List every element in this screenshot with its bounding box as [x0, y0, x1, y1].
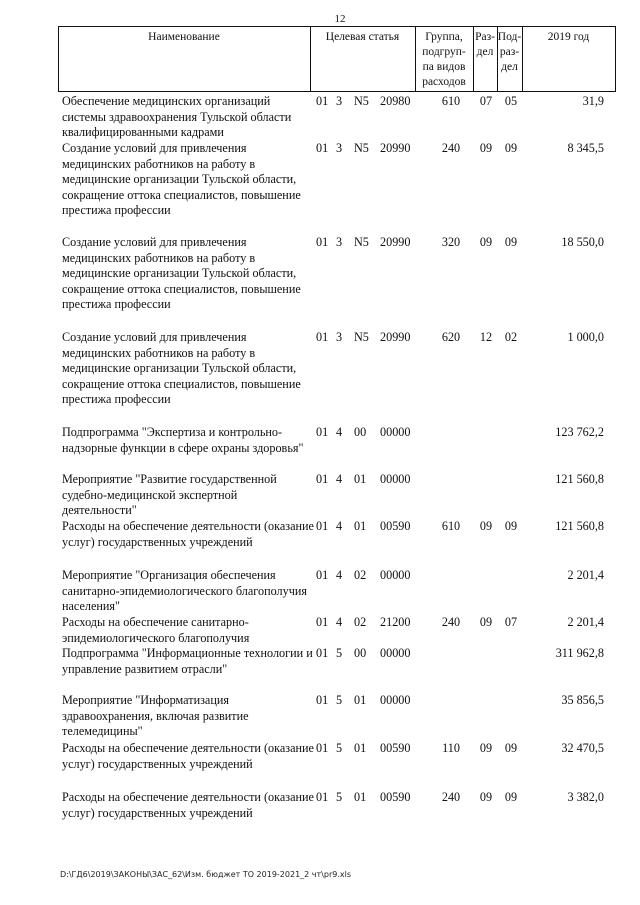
- row-code-program: 01: [316, 568, 329, 582]
- row-name: Подпрограмма "Информационные технологии и управление развитием отрасли": [62, 646, 313, 676]
- row-code-event: N5: [354, 330, 369, 344]
- header-group-line: подгруп-: [422, 46, 466, 58]
- row-code-program: 01: [316, 646, 329, 660]
- row-name: Мероприятие "Развитие государственной судебно-медицинской экспертной деятельности": [62, 472, 277, 517]
- row-name: Создание условий для привлечения медицинских работников на работу в медицинские организации Тульской области, сокращение оттока специалистов, повышение престижа профессии: [62, 141, 301, 217]
- row-code-program: 01: [316, 425, 329, 439]
- row-group: 610: [441, 519, 461, 533]
- header-group: [415, 30, 473, 90]
- row-code-subprogram: 3: [336, 141, 343, 155]
- row-code-subprogram: 3: [336, 330, 343, 344]
- header-razdel-line: Раз-: [475, 31, 495, 43]
- row-code-subprogram: 5: [336, 646, 343, 660]
- header-name: Наименование: [148, 31, 220, 43]
- header-razdel-line: дел: [476, 46, 494, 58]
- row-code-program: 01: [316, 790, 329, 804]
- row-code-direction: 20990: [380, 141, 411, 155]
- row-razdel: 09: [479, 615, 493, 629]
- row-code-direction: 00590: [380, 741, 411, 755]
- header-group-line: Группа,: [425, 31, 463, 43]
- row-code-program: 01: [316, 94, 329, 108]
- file-path-footer: D:\ГД6\2019\ЗАКОНЫ\ЗАС_62\Изм. бюджет ТО 2019-2021_2 чт\pr9.xls: [60, 870, 351, 879]
- row-amount: 311 962,8: [555, 646, 604, 660]
- row-podrazdel: 05: [504, 94, 518, 108]
- row-amount: 18 550,0: [561, 235, 604, 249]
- row-code-event: N5: [354, 235, 369, 249]
- row-name: Мероприятие "Информатизация здравоохранения, включая развитие телемедицины": [62, 693, 249, 738]
- row-code-direction: 00590: [380, 790, 411, 804]
- row-razdel: 09: [479, 741, 493, 755]
- row-code-subprogram: 3: [336, 235, 343, 249]
- row-code-program: 01: [316, 141, 329, 155]
- row-code-program: 01: [316, 615, 329, 629]
- row-podrazdel: 07: [504, 615, 518, 629]
- row-amount: 2 201,4: [567, 615, 604, 629]
- header-bottom-border: [58, 91, 616, 92]
- row-code-subprogram: 5: [336, 741, 343, 755]
- header-right-border: [615, 26, 616, 92]
- row-code-direction: 00000: [380, 568, 411, 582]
- row-name: Расходы на обеспечение деятельности (оказание услуг) государственных учреждений: [62, 519, 314, 549]
- table-header: [58, 26, 616, 92]
- row-name: Расходы на обеспечение деятельности (оказание услуг) государственных учреждений: [62, 741, 314, 771]
- row-code-event: N5: [354, 94, 369, 108]
- row-code-event: 01: [354, 741, 367, 755]
- row-code-event: 01: [354, 693, 367, 707]
- row-code-subprogram: 5: [336, 790, 343, 804]
- header-podrazdel-line: дел: [501, 61, 518, 73]
- header-podrazdel-line: Под-: [497, 31, 522, 43]
- row-razdel: 09: [479, 790, 493, 804]
- row-amount: 32 470,5: [561, 741, 604, 755]
- row-razdel: 09: [479, 519, 493, 533]
- row-podrazdel: 09: [504, 141, 518, 155]
- page-number: 12: [334, 13, 346, 25]
- row-name: Создание условий для привлечения медицинских работников на работу в медицинские организации Тульской области, сокращение оттока специалистов, повышение престижа профессии: [62, 330, 301, 406]
- row-code-subprogram: 4: [336, 519, 343, 533]
- row-group: 240: [441, 615, 461, 629]
- row-code-event: 01: [354, 790, 367, 804]
- row-amount: 31,9: [582, 94, 604, 108]
- row-group: 620: [441, 330, 461, 344]
- row-group: 610: [441, 94, 461, 108]
- row-name: Мероприятие "Организация обеспечения санитарно-эпидемиологического благополучия населения": [62, 568, 307, 613]
- row-code-program: 01: [316, 519, 329, 533]
- row-amount: 123 762,2: [555, 425, 604, 439]
- row-code-direction: 00000: [380, 472, 411, 486]
- header-group-line: па видов: [422, 61, 466, 73]
- header-group-line: расходов: [422, 76, 466, 88]
- row-code-program: 01: [316, 472, 329, 486]
- row-group: 110: [442, 741, 460, 755]
- row-name: Расходы на обеспечение санитарно-эпидемиологического благополучия: [62, 615, 250, 645]
- row-amount: 3 382,0: [567, 790, 604, 804]
- row-code-subprogram: 4: [336, 472, 343, 486]
- row-code-direction: 00000: [380, 693, 411, 707]
- row-name: Обеспечение медицинских организаций системы здравоохранения Тульской области квалифицированными кадрами: [62, 94, 292, 139]
- row-amount: 121 560,8: [555, 519, 604, 533]
- row-code-subprogram: 4: [336, 615, 343, 629]
- row-code-event: 01: [354, 519, 367, 533]
- row-amount: 121 560,8: [555, 472, 604, 486]
- row-code-subprogram: 4: [336, 425, 343, 439]
- row-amount: 1 000,0: [567, 330, 604, 344]
- row-razdel: 09: [479, 141, 493, 155]
- row-amount: 8 345,5: [567, 141, 604, 155]
- header-podrazdel: [497, 30, 522, 75]
- row-podrazdel: 09: [504, 235, 518, 249]
- row-podrazdel: 02: [504, 330, 518, 344]
- header-top-border: [58, 26, 616, 27]
- header-target: Целевая статья: [325, 31, 400, 43]
- row-code-subprogram: 5: [336, 693, 343, 707]
- row-code-direction: 00000: [380, 425, 411, 439]
- row-code-event: 02: [354, 568, 367, 582]
- row-code-event: 00: [354, 425, 367, 439]
- row-code-subprogram: 4: [336, 568, 343, 582]
- row-code-event: 02: [354, 615, 367, 629]
- header-podrazdel-line: раз-: [499, 46, 520, 58]
- row-code-direction: 00590: [380, 519, 411, 533]
- row-podrazdel: 09: [504, 790, 518, 804]
- row-podrazdel: 09: [504, 519, 518, 533]
- row-code-direction: 20990: [380, 235, 411, 249]
- row-name: Подпрограмма "Экспертиза и контрольно-надзорные функции в сфере охраны здоровья": [62, 425, 304, 455]
- row-razdel: 09: [479, 235, 493, 249]
- row-code-direction: 20980: [380, 94, 411, 108]
- row-amount: 35 856,5: [561, 693, 604, 707]
- row-podrazdel: 09: [504, 741, 518, 755]
- row-code-subprogram: 3: [336, 94, 343, 108]
- row-code-direction: 20990: [380, 330, 411, 344]
- row-group: 240: [441, 141, 461, 155]
- row-code-program: 01: [316, 235, 329, 249]
- header-year: 2019 год: [547, 31, 590, 43]
- row-code-direction: 00000: [380, 646, 411, 660]
- row-razdel: 07: [479, 94, 493, 108]
- row-group: 320: [441, 235, 461, 249]
- row-code-program: 01: [316, 741, 329, 755]
- row-code-program: 01: [316, 693, 329, 707]
- row-group: 240: [441, 790, 461, 804]
- row-code-event: 00: [354, 646, 367, 660]
- row-razdel: 12: [479, 330, 493, 344]
- row-code-event: 01: [354, 472, 367, 486]
- row-name: Расходы на обеспечение деятельности (оказание услуг) государственных учреждений: [62, 790, 314, 820]
- row-code-direction: 21200: [380, 615, 411, 629]
- row-code-event: N5: [354, 141, 369, 155]
- header-razdel: [473, 30, 497, 60]
- row-amount: 2 201,4: [567, 568, 604, 582]
- row-name: Создание условий для привлечения медицинских работников на работу в медицинские организации Тульской области, сокращение оттока специалистов, повышение престижа профессии: [62, 235, 301, 311]
- row-code-program: 01: [316, 330, 329, 344]
